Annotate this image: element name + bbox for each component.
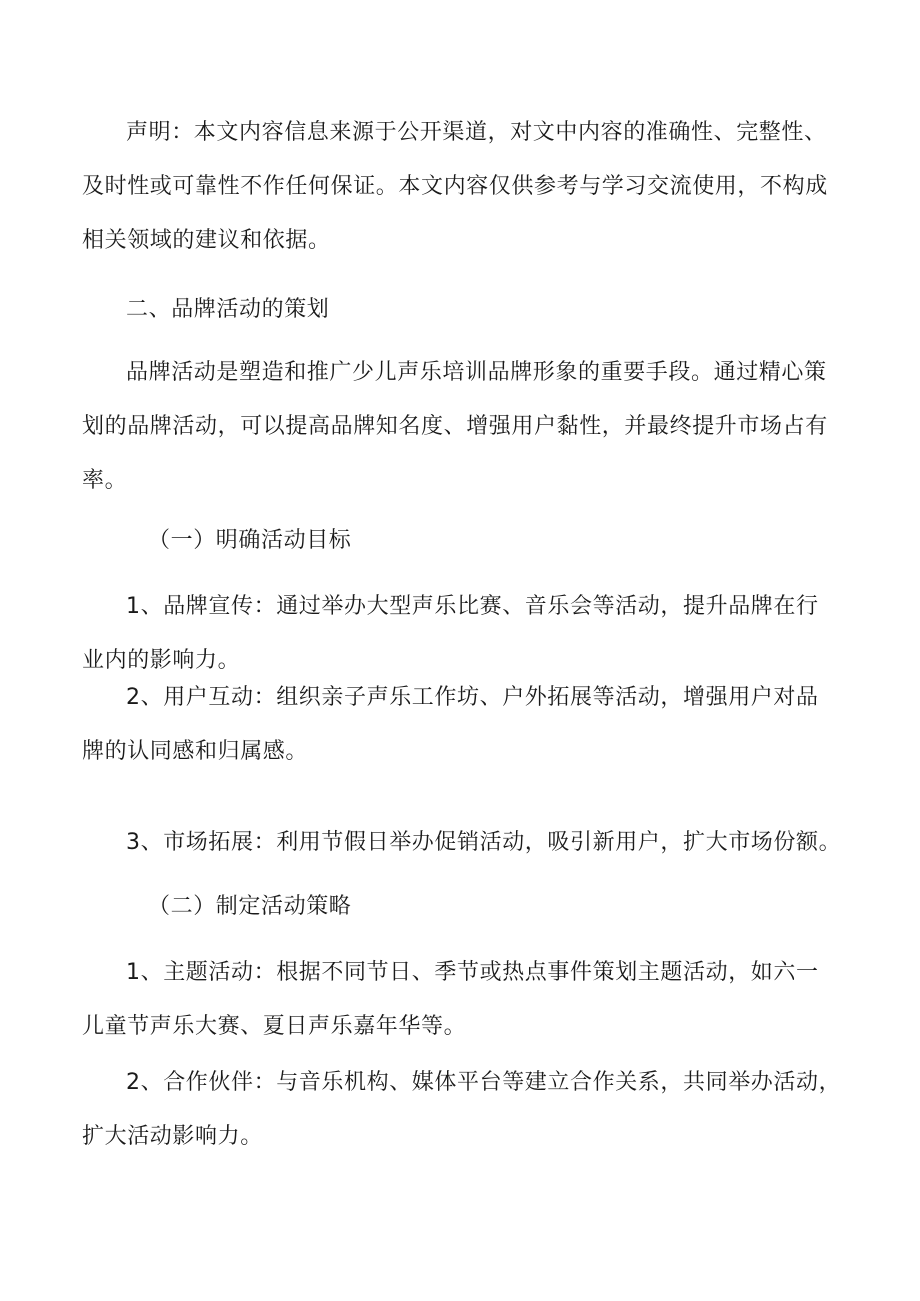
intro-line: 划的品牌活动，可以提高品牌知名度、增强用户黏性，并最终提升市场占有 bbox=[82, 414, 828, 439]
list-item bbox=[82, 946, 872, 1054]
list-item-line: 3、市场拓展：利用节假日举办促销活动，吸引新用户，扩大市场份额。 bbox=[126, 830, 842, 855]
list-item-line: 1、主题活动：根据不同节日、季节或热点事件策划主题活动，如六一 bbox=[126, 960, 819, 985]
subsection-heading-text: （二）制定活动策略 bbox=[148, 894, 352, 919]
list-item bbox=[82, 1056, 872, 1164]
list-item-line: 业内的影响力。 bbox=[82, 648, 241, 673]
list-item-line: 2、用户互动：组织亲子声乐工作坊、户外拓展等活动，增强用户对品 bbox=[126, 685, 819, 710]
section-heading-text: 二、品牌活动的策划 bbox=[126, 297, 330, 322]
list-item bbox=[82, 671, 872, 779]
disclaimer-paragraph bbox=[82, 106, 872, 268]
list-item-line: 牌的认同感和归属感。 bbox=[82, 739, 309, 764]
list-item-line: 儿童节声乐大赛、夏日声乐嘉年华等。 bbox=[82, 1014, 467, 1039]
intro-paragraph bbox=[82, 346, 872, 508]
list-item bbox=[82, 816, 872, 870]
subsection-heading-text: （一）明确活动目标 bbox=[148, 528, 352, 553]
disclaimer-line: 及时性或可靠性不作任何保证。本文内容仅供参考与学习交流使用，不构成 bbox=[82, 174, 828, 199]
disclaimer-line: 相关领域的建议和依据。 bbox=[82, 228, 331, 253]
disclaimer-line: 声明：本文内容信息来源于公开渠道，对文中内容的准确性、完整性、 bbox=[126, 120, 827, 145]
intro-line: 品牌活动是塑造和推广少儿声乐培训品牌形象的重要手段。通过精心策 bbox=[126, 360, 827, 385]
list-item-line: 1、品牌宣传：通过举办大型声乐比赛、音乐会等活动，提升品牌在行 bbox=[126, 594, 819, 619]
list-item-line: 2、合作伙伴：与音乐机构、媒体平台等建立合作关系，共同举办活动， bbox=[126, 1070, 842, 1095]
section-heading bbox=[82, 283, 872, 337]
list-item-line: 扩大活动影响力。 bbox=[82, 1124, 263, 1149]
intro-line: 率。 bbox=[82, 468, 128, 493]
subsection-heading bbox=[82, 880, 872, 934]
subsection-heading bbox=[82, 514, 872, 568]
